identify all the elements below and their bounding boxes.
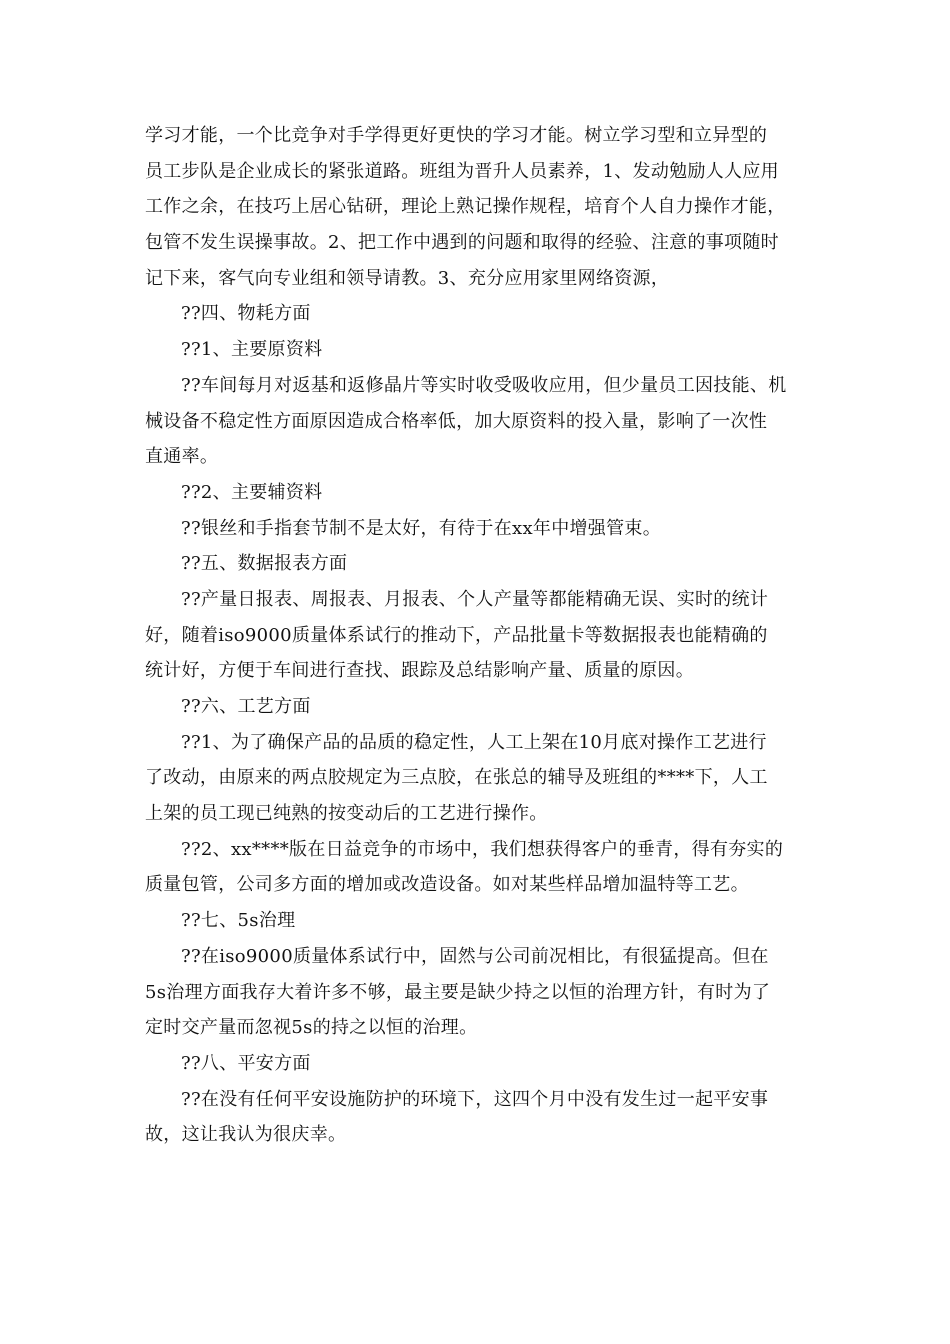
text-line: 直通率。	[145, 446, 219, 468]
text-line: 统计好，方便于车间进行查找、跟踪及总结影响产量、质量的原因。	[145, 660, 694, 682]
section-heading: ??七、5s治理	[181, 910, 296, 932]
section-heading: ??六、工艺方面	[181, 696, 311, 717]
text-line: 故，这让我认为很庆幸。	[145, 1124, 347, 1146]
text-line: 5s治理方面我存大着许多不够，最主要是缺少持之以恒的治理方针，有时为了	[145, 981, 771, 1003]
paragraph-first-line: ??在没有任何平安设施防护的环境下，这四个月中没有发生过一起平安事	[181, 1088, 769, 1110]
text-line: 了改动，由原来的两点胶规定为三点胶，在张总的辅导及班组的****下，人工	[145, 767, 768, 789]
text-line: 质量包管，公司多方面的增加或改造设备。如对某些样品增加温特等工艺。	[145, 874, 749, 896]
paragraph-first-line: ??在iso9000质量体系试行中，固然与公司前况相比，有很猛提高。但在	[181, 945, 769, 967]
document-page	[145, 118, 810, 1153]
text-line: 学习才能，一个比竞争对手学得更好更快的学习才能。树立学习型和立异型的	[145, 125, 768, 146]
paragraph-first-line: ??1、为了确保产品的品质的稳定性，人工上架在10月底对操作工艺进行	[181, 731, 767, 753]
paragraph-first-line: ??银丝和手指套节制不是太好，有待于在xx年中增强管束。	[181, 517, 662, 539]
paragraph-first-line: ??2、xx****版在日益竞争的市场中，我们想获得客户的垂青，得有夯实的	[181, 838, 784, 860]
subsection-heading: ??1、主要原资料	[181, 339, 323, 361]
text-line: 员工步队是企业成长的紧张道路。班组为晋升人员素养，1、发动勉励人人应用	[145, 160, 779, 182]
section-heading: ??五、数据报表方面	[181, 553, 348, 575]
text-line: 记下来，客气向专业组和领导请教。3、充分应用家里网络资源，	[145, 267, 670, 289]
text-line: 定时交产量而忽视5s的持之以恒的治理。	[145, 1017, 478, 1039]
text-line: 工作之余，在技巧上居心钻研，理论上熟记操作规程，培育个人自力操作才能，	[145, 196, 786, 218]
section-heading: ??四、物耗方面	[181, 303, 311, 325]
text-line: 械设备不稳定性方面原因造成合格率低，加大原资料的投入量，影响了一次性	[145, 410, 768, 432]
text-line: 上架的员工现已纯熟的按变动后的工艺进行操作。	[145, 803, 548, 825]
text-line: 好，随着iso9000质量体系试行的推动下，产品批量卡等数据报表也能精确的	[145, 624, 768, 646]
text-line: 包管不发生误操事故。2、把工作中遇到的问题和取得的经验、注意的事项随时	[145, 232, 779, 254]
paragraph-first-line: ??产量日报表、周报表、月报表、个人产量等都能精确无误、实时的统计	[181, 588, 769, 610]
subsection-heading: ??2、主要辅资料	[181, 481, 323, 503]
paragraph-first-line: ??车间每月对返基和返修晶片等实时收受吸收应用，但少量员工因技能、机	[181, 374, 787, 396]
section-heading: ??八、平安方面	[181, 1052, 311, 1074]
